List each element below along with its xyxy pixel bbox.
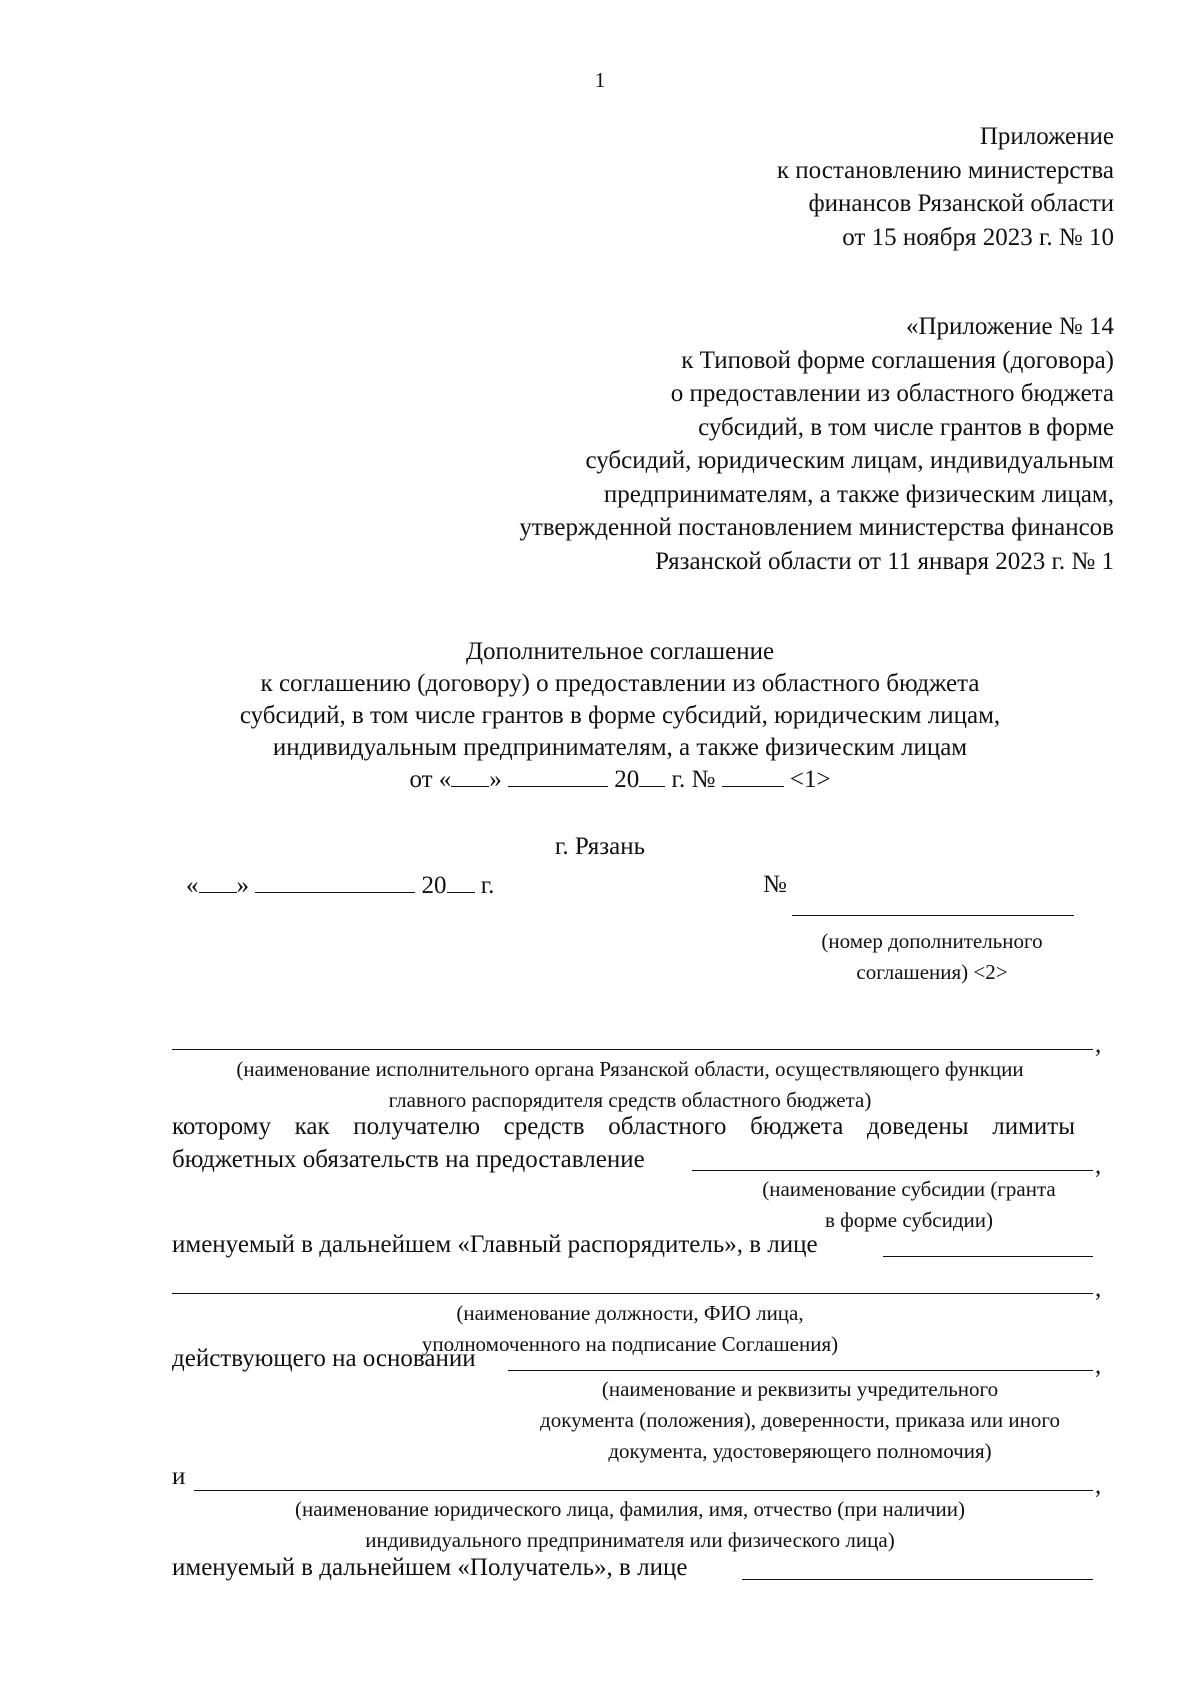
year-blank[interactable] [639, 764, 665, 787]
acting-basis-text: действующего на основании [172, 1345, 476, 1372]
caption-line: уполномоченного на подписание Соглашения) [421, 1332, 839, 1356]
appendix14-line: о предоставлении из областного бюджета [670, 380, 1114, 407]
position-field-line[interactable] [172, 1293, 1093, 1294]
title-line: Дополнительное соглашение [465, 638, 775, 665]
appendix14-line: Рязанской области от 11 января 2023 г. № 1 [655, 547, 1114, 575]
year-blank[interactable] [447, 870, 475, 893]
footnote-ref: <1> [789, 766, 831, 793]
date-prefix: от « [409, 766, 452, 793]
comma: , [1095, 1031, 1102, 1058]
appendix-block [777, 120, 1114, 254]
close-quote: » [236, 872, 249, 899]
comma: , [1095, 1352, 1102, 1379]
appendix-line: от 15 ноября 2023 г. № 10 [842, 223, 1114, 251]
number-field-line[interactable] [792, 915, 1074, 916]
number-caption [782, 926, 1082, 988]
appendix14-line: утвержденной постановлением министерства финансов [519, 514, 1114, 541]
caption-line: (наименование и реквизиты учредительного [601, 1377, 999, 1401]
appendix-line: Приложение [979, 123, 1114, 150]
date-row [186, 870, 494, 901]
year-suffix: г. [480, 872, 495, 899]
org-field-line[interactable] [172, 1049, 1093, 1050]
month-blank[interactable] [255, 870, 415, 893]
appendix14-line: субсидий, юридическим лицам, индивидуальным [585, 447, 1114, 474]
appendix-line: финансов Рязанской области [808, 190, 1114, 217]
caption-line: главного распорядителя средств областного бюджета) [388, 1088, 872, 1112]
recipient-field-line[interactable] [194, 1490, 1093, 1491]
org-caption [140, 1054, 1120, 1116]
appendix14-line: субсидий, в том числе грантов в форме [698, 413, 1114, 441]
caption-line: (наименование юридического лица, фамилия, имя, отчество (при наличии) [294, 1497, 966, 1521]
open-quote: « [186, 872, 199, 899]
recipient-person-field-line[interactable] [742, 1579, 1093, 1580]
title-date-line [120, 764, 1120, 796]
basis-caption [480, 1374, 1120, 1467]
recipient-text: именуемый в дальнейшем «Получатель», в лице [172, 1554, 688, 1581]
title-line: субсидий, в том числе грантов в форме субсидий, юридическим лицам, [239, 702, 1001, 729]
caption-line: (наименование исполнительного органа Рязанской области, осуществляющего функции [236, 1057, 1024, 1081]
caption-line: документа (положения), доверенности, приказа или иного [540, 1408, 1060, 1432]
title-line: к соглашению (договору) о предоставлении из областного бюджета [260, 670, 980, 697]
number-blank[interactable] [722, 764, 784, 787]
month-blank[interactable] [508, 764, 608, 787]
date-year: 20 [614, 766, 640, 793]
main-manager-text: именуемый в дальнейшем «Главный распорядитель», в лице [172, 1231, 818, 1258]
caption-line: индивидуального предпринимателя или физического лица) [365, 1528, 895, 1552]
date-number-label: г. № [671, 766, 716, 793]
subsidy-caption [724, 1174, 1094, 1236]
appendix14-line: «Приложение № 14 [905, 313, 1114, 340]
appendix14-block [519, 310, 1114, 578]
caption-line: соглашения) <2> [856, 960, 1008, 984]
date-quote: » [489, 766, 502, 793]
subsidy-field-line[interactable] [692, 1170, 1093, 1171]
caption-line: (наименование должности, ФИО лица, [456, 1301, 804, 1325]
day-blank[interactable] [199, 870, 237, 893]
year-label: 20 [421, 872, 447, 899]
appendix14-line: к Типовой форме соглашения (договора) [681, 346, 1114, 374]
caption-line: документа, удостоверяющего полномочия) [608, 1439, 992, 1463]
and-text: и [172, 1463, 186, 1490]
comma: , [1095, 1472, 1102, 1499]
number-label: № [763, 871, 787, 898]
manager-field-line[interactable] [883, 1256, 1093, 1257]
day-blank[interactable] [451, 764, 489, 787]
agreement-title [120, 636, 1120, 796]
caption-line: (номер дополнительного [821, 929, 1043, 953]
basis-field-line[interactable] [508, 1370, 1093, 1371]
caption-line: (наименование субсидии (гранта [762, 1177, 1056, 1201]
appendix-line: к постановлению министерства [776, 156, 1114, 184]
recipient-caption [140, 1494, 1120, 1556]
city: г. Рязань [554, 833, 646, 860]
caption-line: в форме субсидии) [825, 1208, 993, 1232]
limits-line-2: бюджетных обязательств на предоставление [172, 1146, 645, 1173]
title-line: индивидуальным предпринимателям, а также физическим лицам [272, 734, 968, 761]
limits-line-1: которому как получателю средств областного бюджета доведены лимиты [172, 1113, 1075, 1140]
page-number: 1 [594, 68, 606, 92]
appendix14-line: предпринимателям, а также физическим лицам, [603, 480, 1114, 508]
comma: , [1095, 1152, 1102, 1179]
comma: , [1095, 1275, 1102, 1302]
